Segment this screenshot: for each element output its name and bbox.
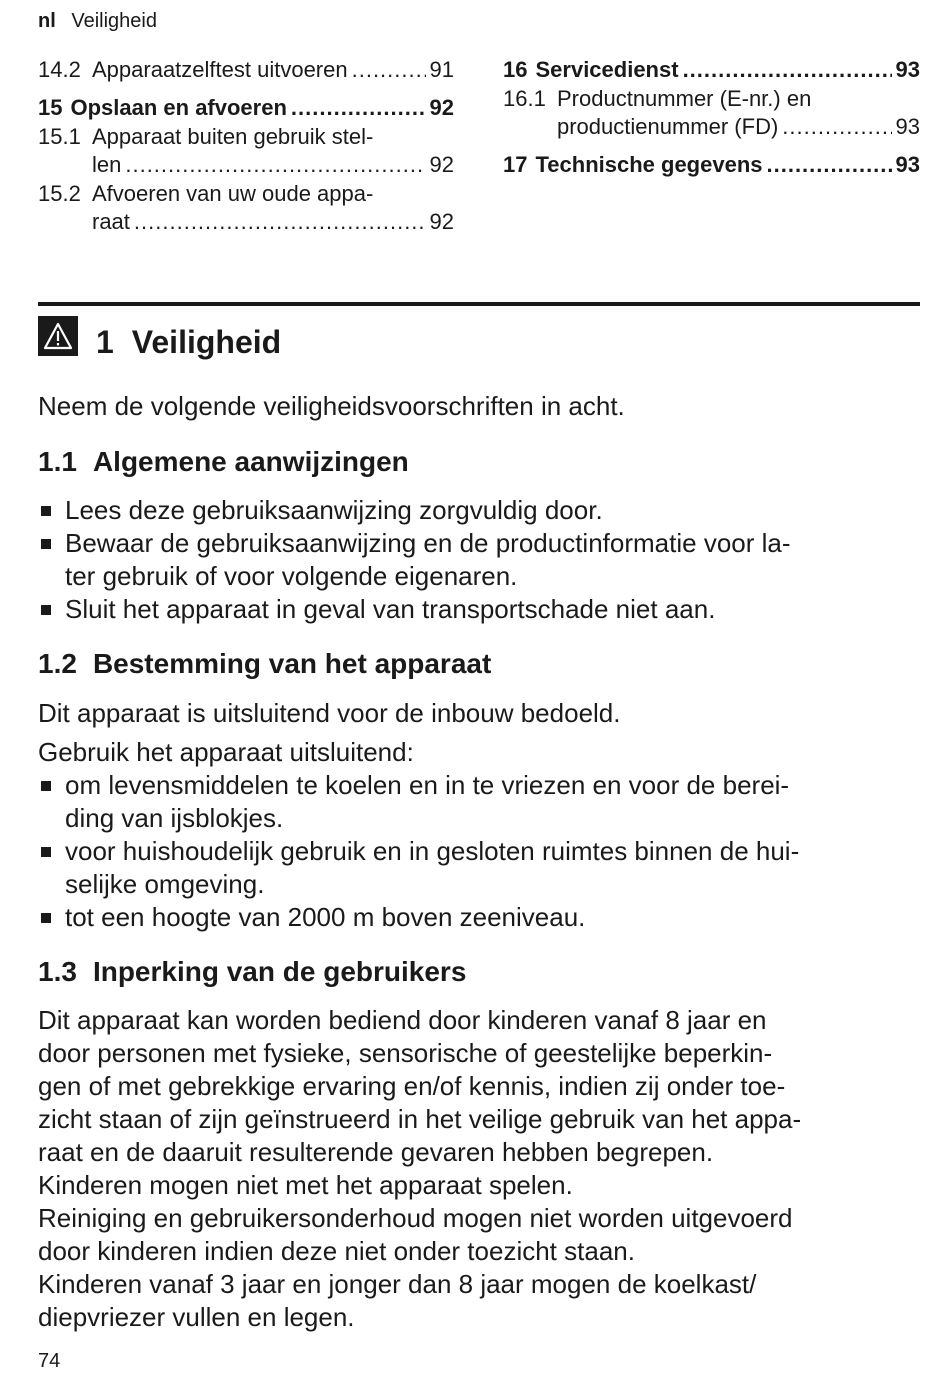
list-item — [38, 593, 920, 626]
bullet-square-icon — [41, 781, 51, 791]
toc-leader-dots — [782, 113, 891, 141]
list-item-text: Bewaar de gebruiksaanwijzing en de productinformatie voor la- — [65, 528, 791, 558]
text-line: Kinderen vanaf 3 jaar en jonger dan 8 jaar mogen de koelkast/ — [38, 1269, 757, 1299]
subsection-heading — [38, 954, 466, 990]
paragraph: Dit apparaat is uitsluitend voor de inbouw bedoeld. — [38, 698, 621, 728]
subsection-heading — [38, 646, 491, 682]
list-item-text-continued: selijke omgeving. — [65, 869, 265, 899]
warning-triangle-icon — [38, 316, 78, 356]
toc-entry-title: Apparaatzelftest uitvoeren — [92, 57, 348, 82]
toc-entry[interactable] — [503, 85, 920, 141]
toc-entry[interactable] — [38, 123, 454, 179]
section-heading — [96, 320, 281, 364]
toc-entry-page: 92 — [429, 152, 454, 177]
toc-entry-page: 92 — [429, 95, 454, 120]
toc-entry-page: 93 — [895, 57, 920, 82]
toc-entry-number: 16 — [503, 57, 528, 82]
text-line: diepvriezer vullen en legen. — [38, 1302, 355, 1332]
list-item-text-continued: ding van ijsblokjes. — [65, 803, 284, 833]
running-header — [38, 10, 157, 33]
toc-entry[interactable] — [38, 94, 454, 122]
toc-entry-title: Afvoeren van uw oude appa- — [92, 181, 374, 206]
toc-entry-title: Servicedienst — [535, 57, 679, 82]
header-section-title: Veiligheid — [71, 10, 157, 32]
toc-entry-title-continued: raat — [92, 209, 130, 234]
toc-entry[interactable] — [503, 151, 920, 179]
list-item-text: Sluit het apparaat in geval van transportschade niet aan. — [65, 594, 716, 624]
subsection-number: 1.1 — [38, 446, 77, 477]
toc-entry-title: Productnummer (E-nr.) en — [557, 86, 812, 111]
subsection-number: 1.2 — [38, 648, 77, 679]
subsection-title: Bestemming van het apparaat — [92, 648, 492, 679]
bullet-square-icon — [41, 539, 51, 549]
subsection-heading — [38, 444, 409, 480]
toc-entry-title-continued: len — [92, 152, 122, 177]
toc-entry[interactable] — [503, 56, 920, 84]
list-item-text: om levensmiddelen te koelen en in te vriezen en voor de berei- — [65, 770, 790, 800]
toc-entry-page: 93 — [895, 152, 920, 177]
list-item — [38, 901, 920, 934]
text-line: zicht staan of zijn geïnstrueerd in het veilige gebruik van het appa- — [38, 1104, 802, 1134]
toc-entry-number: 14.2 — [38, 57, 81, 82]
toc-entry-title: Technische gegevens — [535, 152, 763, 177]
text-line: raat en de daaruit resulterende gevaren hebben begrepen. — [38, 1137, 714, 1167]
subsection-title: Algemene aanwijzingen — [92, 446, 409, 477]
toc-entry-title: Opslaan en afvoeren — [70, 95, 287, 120]
section-title: Veiligheid — [131, 324, 282, 360]
text-line: door kinderen indien deze niet onder toezicht staan. — [38, 1236, 635, 1266]
list-item-text: voor huishoudelijk gebruik en in gesloten ruimtes binnen de hui- — [65, 836, 800, 866]
bullet-square-icon — [41, 913, 51, 923]
subsection-title: Inperking van de gebruikers — [92, 956, 467, 987]
toc-leader-dots — [125, 151, 425, 179]
toc-entry[interactable] — [38, 56, 454, 84]
toc-leader-dots — [683, 56, 892, 84]
text-line: door personen met fysieke, sensorische of geestelijke beperkin- — [38, 1038, 773, 1068]
list-item — [38, 769, 920, 835]
section-divider — [38, 302, 920, 306]
toc-leader-dots — [767, 151, 892, 179]
text-line: Kinderen mogen niet met het apparaat spelen. — [38, 1170, 573, 1200]
section-number: 1 — [96, 324, 114, 360]
toc-entry-title-continued: productienummer (FD) — [557, 114, 779, 139]
toc-entry-number: 16.1 — [503, 86, 546, 111]
toc-entry-number: 17 — [503, 152, 528, 177]
toc-entry-title: Apparaat buiten gebruik stel- — [92, 124, 374, 149]
list-item-text: tot een hoogte van 2000 m boven zeeniveau. — [65, 902, 586, 932]
toc-leader-dots — [291, 94, 426, 122]
toc-leader-dots — [352, 56, 426, 84]
toc-leader-dots — [134, 208, 426, 236]
text-line: Reiniging en gebruikersonderhoud mogen niet worden uitgevoerd — [38, 1203, 793, 1233]
paragraph: Gebruik het apparaat uitsluitend: — [38, 737, 414, 767]
toc-entry-page: 93 — [895, 114, 920, 139]
list-item — [38, 527, 920, 593]
bullet-square-icon — [41, 605, 51, 615]
list-item — [38, 494, 920, 527]
toc-entry[interactable] — [38, 180, 454, 236]
toc-entry-number: 15.1 — [38, 124, 81, 149]
toc-entry-number: 15 — [38, 95, 63, 120]
page-number: 74 — [38, 1350, 61, 1372]
list-item-text-continued: ter gebruik of voor volgende eigenaren. — [65, 561, 518, 591]
toc-entry-page: 92 — [429, 209, 454, 234]
list-item-text: Lees deze gebruiksaanwijzing zorgvuldig door. — [65, 495, 603, 525]
text-line: gen of met gebrekkige ervaring en/of kennis, indien zij onder toe- — [38, 1071, 786, 1101]
bullet-square-icon — [41, 506, 51, 516]
toc-entry-page: 91 — [429, 57, 454, 82]
text-line: Dit apparaat kan worden bediend door kinderen vanaf 8 jaar en — [38, 1005, 767, 1035]
body-paragraph — [38, 1004, 920, 1334]
list-item — [38, 835, 920, 901]
toc-entry-number: 15.2 — [38, 181, 81, 206]
language-code: nl — [38, 10, 56, 32]
subsection-number: 1.3 — [38, 956, 77, 987]
section-intro: Neem de volgende veiligheidsvoorschriften in acht. — [38, 391, 625, 421]
bullet-square-icon — [41, 847, 51, 857]
